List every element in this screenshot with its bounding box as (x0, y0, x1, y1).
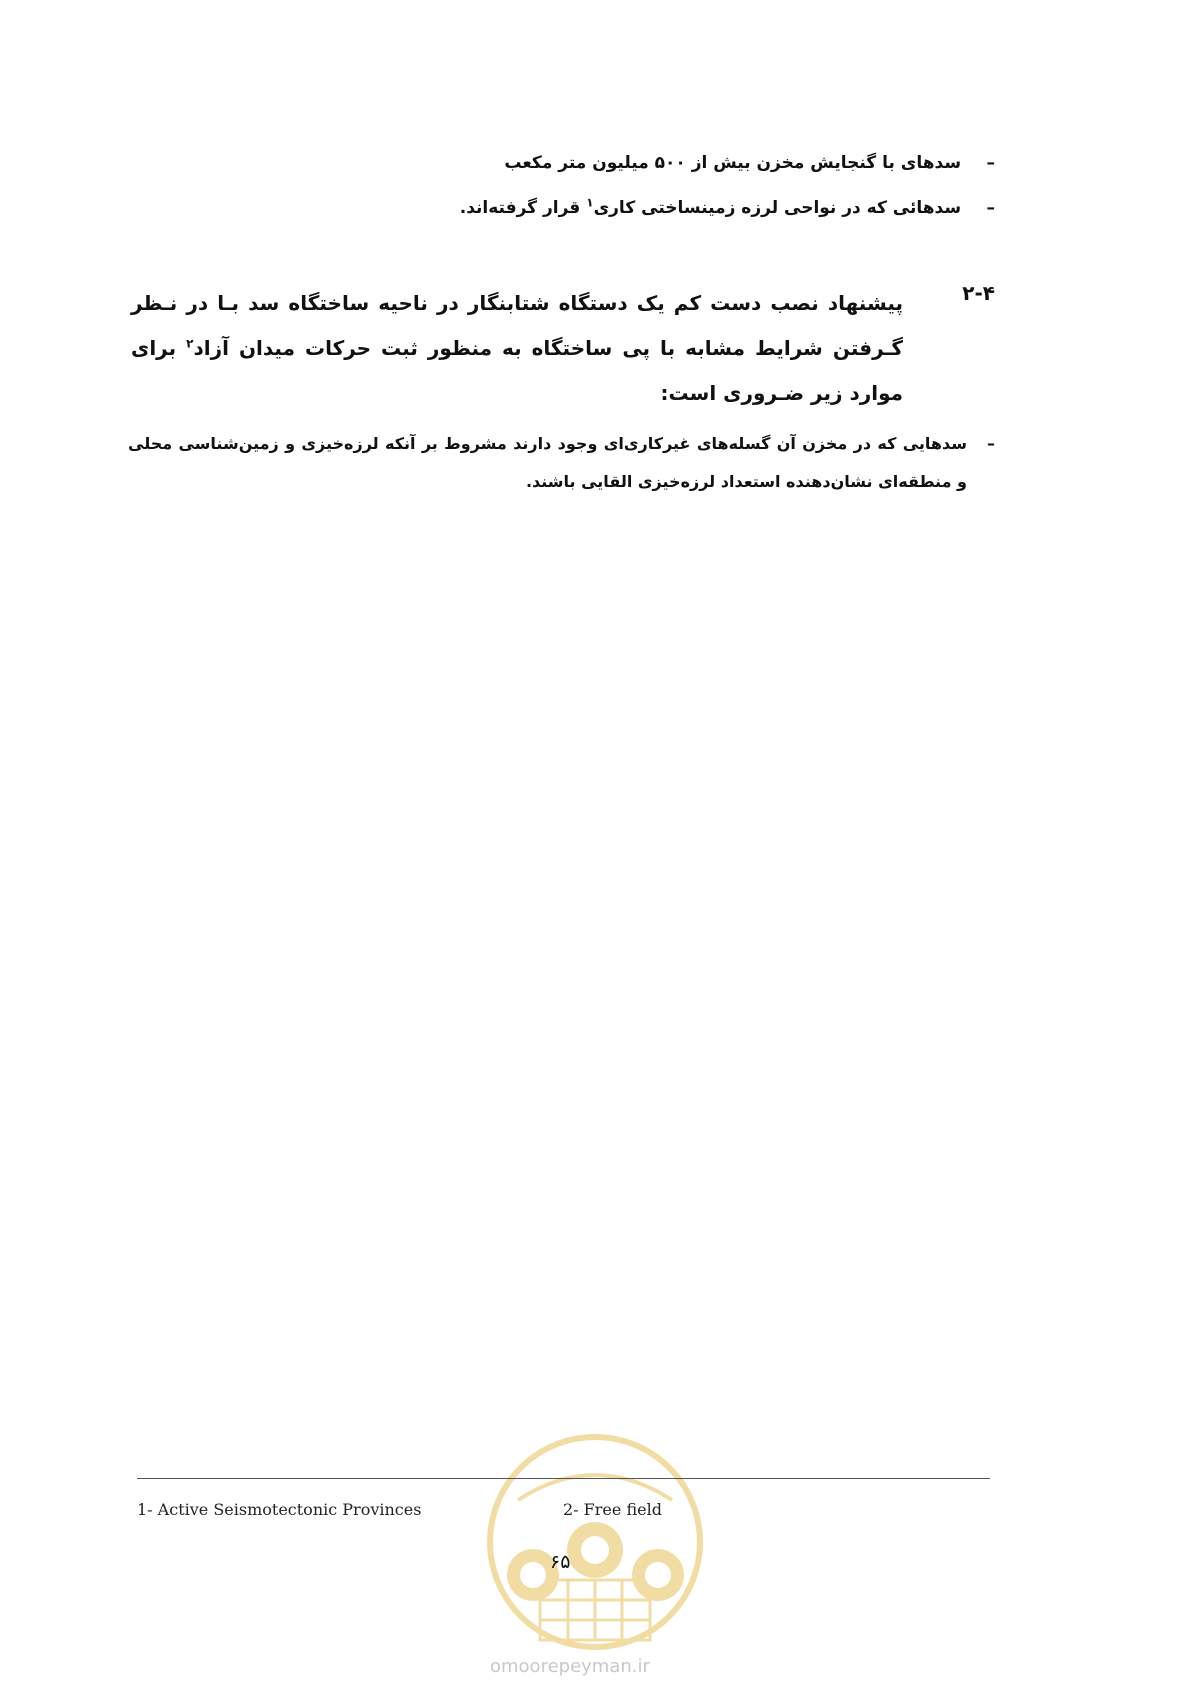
section-text: پیشنهاد نصب دست کم یک دستگاه شتابنگار در ناحیه ساختگاه سد بـا در نـظر گـرفتن شرایط مشابه با پی ساختگاه به منظور ثبت حرکات میدان آزاد (131, 291, 903, 360)
footnote-1: 1- Active Seismotectonic Provinces (137, 1500, 422, 1519)
footnote-ref-2: ۲ (186, 336, 194, 351)
bullet-dash: – (986, 198, 995, 218)
bullet-seismotectonic-zones (295, 195, 995, 218)
watermark-site: omoorepeyman.ir (490, 1656, 650, 1677)
bullet-reservoir-capacity (295, 153, 995, 173)
bullet-text: سدهایی که در مخزن آن گسله‌های غیرکاری‌ای وجود دارند مشروط بر آنکه لرزه‌خیزی و زمین‌شناسی محلی و منطقه‌ای نشان‌دهنده استعداد لرزه‌خیزی القایی باشند. (128, 434, 967, 491)
section-number: ۲-۴ (962, 281, 995, 305)
section-text-end: برای موارد زیر ضـروری است: (131, 336, 903, 405)
bullet-text: سدهائی که در نواحی لرزه زمینساختی کاری (593, 198, 962, 218)
bullet-text: سدهای با گنجایش مخزن بیش از ۵۰۰ میلیون متر مکعب (504, 153, 962, 173)
bullet-induced-seismicity (128, 425, 995, 501)
footnote-2: 2- Free field (563, 1500, 662, 1519)
footnote-separator (137, 1478, 990, 1479)
section-body (131, 281, 903, 416)
watermark-logo-icon (478, 1430, 712, 1660)
page-number: ۶۵ (550, 1551, 571, 1573)
footnote-ref-1: ۱ (586, 195, 594, 210)
bullet-dash: – (986, 153, 995, 173)
bullet-text-end: قرار گرفته‌اند. (459, 198, 587, 218)
bullet-dash: – (987, 434, 995, 453)
